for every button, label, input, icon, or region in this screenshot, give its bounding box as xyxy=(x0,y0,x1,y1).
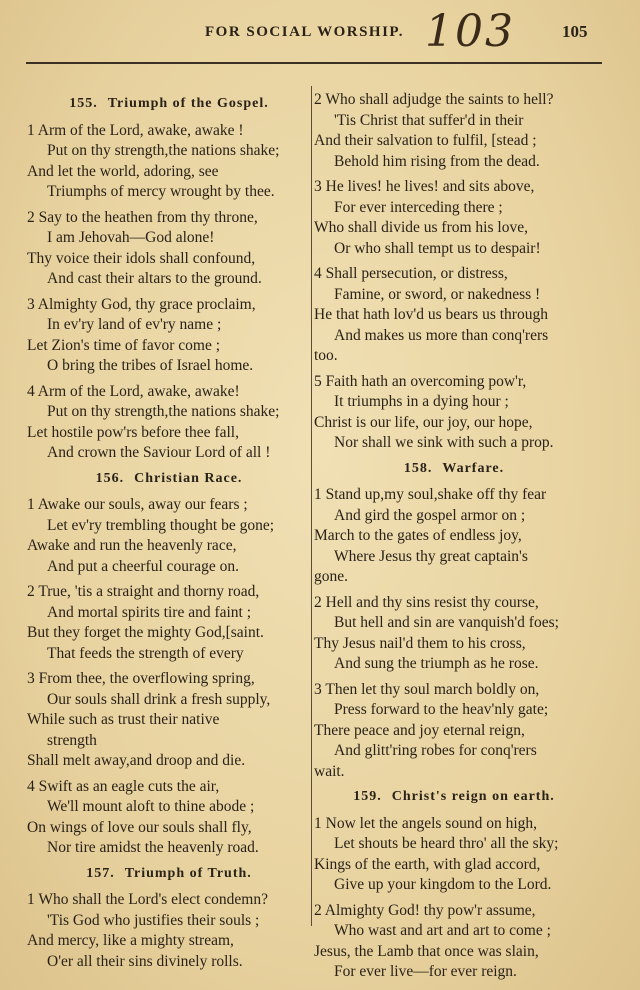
verse-line: It triumphs in a dying hour ; xyxy=(334,393,509,410)
verse-line: And gird the gospel armor on ; xyxy=(334,506,526,524)
verse-line: Nor shall we sink with such a prop. xyxy=(334,434,554,451)
column-divider xyxy=(311,86,312,926)
page-header xyxy=(0,6,640,57)
handwritten-page-number: 103 xyxy=(425,6,515,57)
verse xyxy=(27,295,311,377)
verse-line: 5 Faith hath an overcoming pow'r, xyxy=(314,372,527,390)
verse-line: gone. xyxy=(314,568,349,585)
verse-line: Kings of the earth, with glad accord, xyxy=(314,855,541,873)
hymn-title xyxy=(27,864,311,885)
verse xyxy=(27,382,311,464)
verse-line: 4 Arm of the Lord, awake, awake! xyxy=(27,382,240,400)
verse-line: Let Zion's time of favor come ; xyxy=(27,336,221,354)
verse xyxy=(27,669,311,772)
verse-line: too. xyxy=(314,347,338,364)
verse-line: Jesus, the Lamb that once was slain, xyxy=(314,942,539,960)
verse-line: And makes us more than conq'rers xyxy=(334,326,549,344)
verse xyxy=(314,372,594,454)
verse-line: Thy Jesus nail'd them to his cross, xyxy=(314,634,526,652)
verse-line: But they forget the mighty God,[saint. xyxy=(27,624,264,641)
header-rule xyxy=(26,62,602,64)
verse xyxy=(27,208,311,290)
verse-line: And mercy, like a mighty stream, xyxy=(27,932,234,949)
verse-line: Nor tire amidst the heavenly road. xyxy=(47,839,259,856)
verse-line: Put on thy strength,the nations shake; xyxy=(47,142,280,159)
verse-line: 1 Now let the angels sound on high, xyxy=(314,814,538,832)
verse-line: Put on thy strength,the nations shake; xyxy=(47,403,280,420)
verse-line: Our souls shall drink a fresh supply, xyxy=(47,690,271,708)
verse-line: 2 Say to the heathen from thy throne, xyxy=(27,208,258,226)
verse-line: And mortal spirits tire and faint ; xyxy=(47,603,252,621)
verse-line: 2 Who shall adjudge the saints to hell? xyxy=(314,91,554,108)
verse-line: 2 Hell and thy sins resist thy course, xyxy=(314,593,539,611)
right-column xyxy=(314,90,594,988)
verse-line: There peace and joy eternal reign, xyxy=(314,721,525,739)
verse-line: Triumphs of mercy wrought by thee. xyxy=(47,183,275,200)
verse xyxy=(314,177,594,259)
verse-line: Give up your kingdom to the Lord. xyxy=(334,876,552,893)
page-number: 105 xyxy=(562,22,588,41)
hymn-title-text: Warfare. xyxy=(442,460,505,476)
verse xyxy=(314,485,594,588)
verse-line: Who wast and art and art to come ; xyxy=(334,922,551,939)
verse-line: And sung the triumph as he rose. xyxy=(334,655,539,672)
hymn-number: 158. xyxy=(403,460,433,476)
hymn-number: 155. xyxy=(69,96,98,111)
verse-line: And their salvation to fulfil, [stead ; xyxy=(314,132,537,149)
verse-line: That feeds the strength of every xyxy=(47,644,244,662)
hymn-title-text: Triumph of Truth. xyxy=(124,865,252,881)
verse-line: And crown the Saviour Lord of all ! xyxy=(47,444,271,461)
verse-line: 4 Shall persecution, or distress, xyxy=(314,265,508,282)
verse-line: Where Jesus thy great captain's xyxy=(334,547,528,565)
verse xyxy=(314,90,594,172)
verse-line: 1 Who shall the Lord's elect condemn? xyxy=(27,891,268,908)
verse-line: While such as trust their native xyxy=(27,711,220,728)
verse-line: O bring the tribes of Israel home. xyxy=(47,357,254,374)
verse xyxy=(27,495,311,577)
verse-line: For ever live—for ever reign. xyxy=(334,963,517,980)
hymn-title-text: Christian Race. xyxy=(134,470,243,486)
verse-line: O'er all their sins divinely rolls. xyxy=(47,952,243,970)
verse xyxy=(314,901,594,983)
hymn-title xyxy=(314,459,594,480)
verse-line: Press forward to the heav'nly gate; xyxy=(334,701,549,718)
hymn-number: 156. xyxy=(95,470,125,486)
verse-line: And glitt'ring robes for conq'rers xyxy=(334,742,537,759)
hymn-title-text: Triumph of the Gospel. xyxy=(107,96,269,111)
hymn-title xyxy=(314,787,594,808)
verse-line: Who shall divide us from his love, xyxy=(314,219,528,236)
verse xyxy=(314,593,594,675)
verse-line: 2 True, 'tis a straight and thorny road, xyxy=(27,583,260,600)
verse xyxy=(314,814,594,896)
verse-line: Christ is our life, our joy, our hope, xyxy=(314,413,533,431)
verse-line: And let the world, adoring, see xyxy=(27,162,219,180)
verse-line: Let shouts be heard thro' all the sky; xyxy=(334,835,559,852)
verse-line: But hell and sin are vanquish'd foes; xyxy=(334,614,559,631)
verse-line: Shall melt away,and droop and die. xyxy=(27,752,246,769)
hymn-title xyxy=(27,469,311,490)
verse-line: Behold him rising from the dead. xyxy=(334,152,540,170)
verse-line: 'Tis Christ that suffer'd in their xyxy=(334,111,524,129)
verse-line: March to the gates of endless joy, xyxy=(314,527,522,544)
verse-line: For ever interceding there ; xyxy=(334,198,503,216)
verse-line: 4 Swift as an eagle cuts the air, xyxy=(27,777,220,795)
verse-line: 3 From thee, the overflowing spring, xyxy=(27,670,255,687)
verse-line: Let hostile pow'rs before thee fall, xyxy=(27,423,239,441)
verse-line: 'Tis God who justifies their souls ; xyxy=(47,911,260,929)
verse-line: Famine, or sword, or nakedness ! xyxy=(334,285,541,303)
left-column xyxy=(27,90,311,977)
verse-line: 1 Awake our souls, away our fears ; xyxy=(27,496,248,513)
verse-line: And put a cheerful courage on. xyxy=(47,557,239,575)
hymn-number: 157. xyxy=(86,865,115,881)
verse-line: 1 Stand up,my soul,shake off thy fear xyxy=(314,486,547,503)
verse xyxy=(314,680,594,783)
verse-line: Thy voice their idols shall confound, xyxy=(27,249,256,267)
verse-line: On wings of love our souls shall fly, xyxy=(27,818,252,836)
verse-line: He that hath lov'd us bears us through xyxy=(314,306,548,323)
hymn-title-text: Christ's reign on earth. xyxy=(391,789,555,804)
verse xyxy=(314,264,594,367)
verse xyxy=(27,890,311,972)
verse-line: 1 Arm of the Lord, awake, awake ! xyxy=(27,121,244,139)
running-title: FOR SOCIAL WORSHIP. xyxy=(205,24,404,40)
verse-line: 3 He lives! he lives! and sits above, xyxy=(314,178,535,195)
verse xyxy=(27,582,311,664)
verse xyxy=(27,777,311,859)
verse xyxy=(27,121,311,203)
verse-line: strength xyxy=(47,731,97,749)
verse-line: And cast their altars to the ground. xyxy=(47,270,262,287)
verse-line: I am Jehovah—God alone! xyxy=(47,229,215,246)
verse-line: 3 Almighty God, thy grace proclaim, xyxy=(27,295,256,313)
verse-line: 2 Almighty God! thy pow'r assume, xyxy=(314,901,536,919)
verse-line: 3 Then let thy soul march boldly on, xyxy=(314,680,540,698)
hymn-number: 159. xyxy=(353,789,382,804)
verse-line: Or who shall tempt us to despair! xyxy=(334,239,541,257)
hymn-title xyxy=(27,94,311,115)
verse-line: Let ev'ry trembling thought be gone; xyxy=(47,516,275,534)
verse-line: Awake and run the heavenly race, xyxy=(27,537,237,554)
verse-line: wait. xyxy=(314,762,345,780)
verse-line: We'll mount aloft to thine abode ; xyxy=(47,798,255,815)
verse-line: In ev'ry land of ev'ry name ; xyxy=(47,316,222,333)
